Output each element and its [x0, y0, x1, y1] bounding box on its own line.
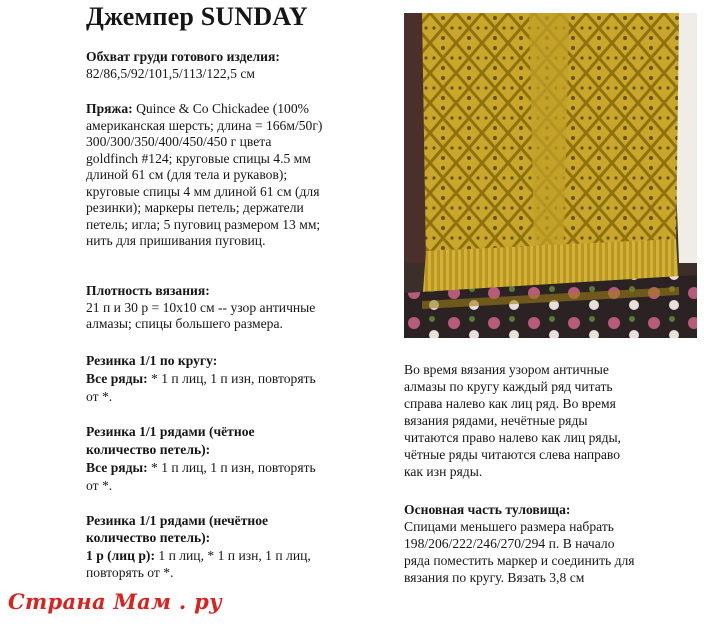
rib-odd-text-2: повторять от *.	[86, 565, 174, 580]
body-part-label: Основная часть туловища:	[404, 502, 571, 517]
gauge-text-2: алмазы; спицы большего размера.	[86, 316, 283, 331]
size-label: Обхват груди готового изделия:	[86, 49, 280, 64]
yarn-text-3: 300/300/350/400/450/450 г цвета	[86, 134, 272, 149]
yarn-line-1	[86, 101, 309, 118]
body-part-text-4: вязания по кругу. Вязать 3,8 см	[404, 570, 585, 585]
rib-even-label-1: Резинка 1/1 рядами (чётное	[86, 424, 255, 439]
pattern-note-3: справа налево как лиц ряд. Во время	[404, 396, 616, 411]
page-title: Джемпер SUNDAY	[86, 2, 308, 31]
yarn-text-6: круговые спицы 4 мм длиной 61 см (для	[86, 183, 320, 199]
pattern-note-5: читаются право налево как лиц ряды,	[404, 430, 622, 445]
pattern-note-1: Во время вязания узором античные	[404, 362, 609, 377]
rib-odd-row-label: 1 р (лиц р):	[86, 548, 155, 563]
rib-even-label-2: количество петель):	[86, 442, 211, 457]
sweater-photo	[404, 13, 697, 338]
body-part-text-2: 198/206/222/246/270/294 п. В начало	[404, 536, 615, 551]
yarn-text-1: Quince & Co Chickadee (100%	[132, 101, 309, 116]
rib-round-label: Резинка 1/1 по кругу:	[86, 353, 218, 368]
rib-even-text-2: от *.	[86, 478, 113, 493]
pattern-note-4: вязания рядами, нечётные ряды	[404, 413, 588, 428]
rib-round-text-2: от *.	[86, 389, 113, 404]
site-watermark: Страна Мам . ру	[8, 589, 222, 614]
yarn-text-5: длиной 61 см (для тела и рукавов);	[86, 167, 288, 182]
pattern-note-2: алмазы по кругу каждый ряд читать	[404, 379, 613, 394]
rib-odd-label-2: количество петель):	[86, 530, 211, 545]
gauge-label: Плотность вязания:	[86, 283, 210, 298]
rib-even-rows-label: Все ряды:	[86, 460, 148, 475]
size-values: 82/86,5/92/101,5/113/122,5 см	[86, 66, 255, 81]
pattern-note-7: как изн ряды.	[404, 464, 483, 479]
yarn-text-7: резинки); маркеры петель; держатели	[86, 200, 304, 215]
yarn-text-2: американская шерсть; длина = 166м/50г)	[86, 117, 323, 133]
rib-odd-label-1: Резинка 1/1 рядами (нечётное	[86, 513, 269, 528]
rib-odd-text-1	[86, 548, 311, 565]
body-part-text-3: ряда поместить маркер и соединить для	[404, 553, 635, 568]
body-part-text-1: Спицами меньшего размера набрать	[404, 519, 614, 534]
yarn-text-4: goldfinch #124; круговые спицы 4.5 мм	[86, 150, 311, 166]
rib-even-text-1	[86, 460, 316, 477]
gauge-text-1: 21 п и 30 р = 10х10 см -- узор античные	[86, 299, 316, 315]
rib-round-rows-text: * 1 п лиц, 1 п изн, повторять	[147, 371, 316, 386]
yarn-label: Пряжа:	[86, 101, 133, 116]
rib-round-text-1	[86, 371, 316, 388]
rib-even-rows-text: * 1 п лиц, 1 п изн, повторять	[147, 460, 316, 475]
yarn-text-9: нить для пришивания пуговиц.	[86, 233, 266, 248]
yarn-text-8: петель; игла; 5 пуговиц размером 13 мм;	[86, 216, 321, 232]
rib-round-rows-label: Все ряды:	[86, 371, 148, 386]
rib-odd-row-text: 1 п лиц, * 1 п изн, 1 п лиц,	[154, 548, 311, 563]
pattern-note-6: чётные ряды читаются слева направо	[404, 447, 621, 462]
